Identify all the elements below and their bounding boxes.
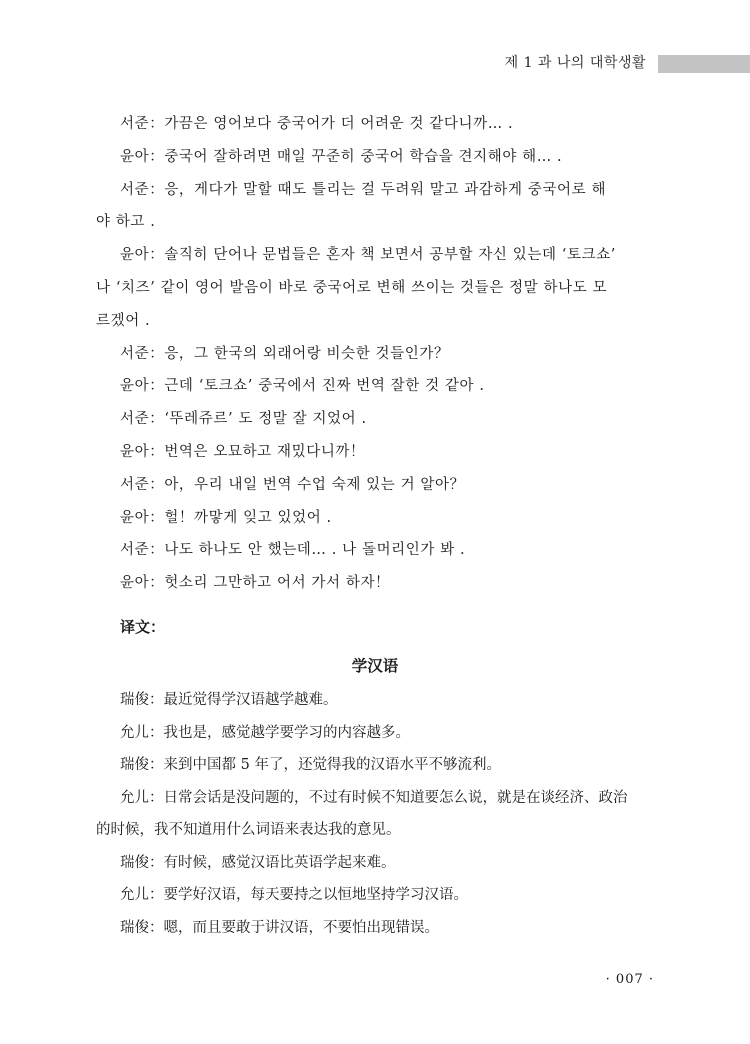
line-text: 要学好汉语，每天要持之以恒地坚持学习汉语。 [163,887,468,903]
line-continuation: 的时候，我不知道用什么词语来表达我的意见。 [96,822,401,838]
line-text: 중국어 잘하려면 매일 꾸준히 중국어 학습을 견지해야 해… . [164,148,563,165]
line-text: 我也是，感觉越学要学习的内容越多。 [163,724,410,741]
header-bar [658,55,750,73]
line-text: 헛소리 그만하고 어서 가서 하자！ [164,575,391,592]
line-text: 나도 하나도 안 했는데… . 나 돌머리인가 봐 . [164,542,466,559]
speaker-label: 윤아： [120,247,165,264]
line-text: 아，우리 내일 번역 수업 숙제 있는 거 알아？ [164,476,465,493]
dialogue-line [96,912,662,945]
dialogue-line [96,141,656,174]
speaker-label: 서준： [120,116,165,132]
line-text: 근데 ‘토크쇼’ 중국에서 진짜 번역 잘한 것 같아 . [164,378,485,395]
dialogue-line [96,717,662,750]
speaker-label: 允儿： [120,887,164,903]
running-header [0,52,750,74]
line-text: 응，게다가 말할 때도 틀리는 걸 두려워 말고 과감하게 중국어로 해 [164,181,607,198]
dialogue-line [96,370,656,403]
speaker-label: 윤아： [120,378,165,395]
dialogue-line [96,684,662,717]
dialogue-line [96,436,656,469]
dialogue-line [96,879,662,912]
chapter-title: 제 1 과 나의 대학생활 [504,55,646,71]
line-text: 응，그 한국의 외래어랑 비슷한 것들인가？ [164,345,450,362]
line-text: 日常会话是没问题的，不过有时候不知道要怎么说，就是在谈经济、政治 [163,789,628,806]
speaker-label: 서준： [120,345,165,362]
dialogue-line [96,847,662,880]
line-text: 嗯，而且要敢于讲汉语，不要怕出现错误。 [163,919,439,936]
korean-dialogue [96,108,656,600]
dialogue-line [96,502,656,535]
speaker-label: 允儿： [120,724,164,741]
speaker-label: 서준： [120,542,165,559]
translation-label: 译文： [120,618,166,636]
translation-title: 学汉语 [351,657,399,675]
page-number: · 007 · [605,972,654,987]
line-text: ‘뚜레쥬르’ 도 정말 잘 지었어 . [164,411,367,428]
line-continuation: 르겠어 . [96,312,151,329]
line-text: 솔직히 단어나 문법들은 혼자 책 보면서 공부할 자신 있는데 ‘토크쇼’ [164,247,617,264]
speaker-label: 瑞俊： [120,919,164,936]
line-continuation: 나 ‘치즈’ 같이 영어 발음이 바로 중국어로 변해 쓰이는 것들은 정말 하나도 모 [96,279,608,296]
speaker-label: 瑞俊： [120,692,164,708]
speaker-label: 瑞俊： [120,854,164,871]
dialogue-line [96,108,656,141]
line-text: 有时候，感觉汉语比英语学起来难。 [163,854,396,871]
line-continuation: 야 하고 . [96,214,156,231]
line-text: 헐！까맣게 잊고 있었어 . [164,509,332,526]
dialogue-line [96,782,662,815]
speaker-label: 瑞俊： [120,757,164,773]
speaker-label: 允儿： [120,789,164,806]
dialogue-line [96,403,656,436]
line-text: 最近觉得学汉语越学越难。 [163,692,338,708]
speaker-label: 서준： [120,476,165,493]
speaker-label: 윤아： [120,509,165,526]
dialogue-line [96,749,662,782]
speaker-label: 서준： [120,411,165,428]
dialogue-line [96,239,656,272]
dialogue-line [96,338,656,371]
speaker-label: 윤아： [120,575,165,592]
dialogue-line [96,567,656,600]
dialogue-line [96,469,656,502]
line-text: 가끔은 영어보다 중국어가 더 어려운 것 같다니까… . [164,116,514,132]
speaker-label: 윤아： [120,443,165,460]
dialogue-line [96,174,656,207]
speaker-label: 서준： [120,181,165,198]
line-text: 번역은 오묘하고 재밌다니까！ [164,443,366,460]
line-text: 来到中国都 5 年了，还觉得我的汉语水平不够流利。 [163,757,501,773]
chinese-translation [96,684,662,944]
dialogue-line [96,534,656,567]
speaker-label: 윤아： [120,148,165,165]
